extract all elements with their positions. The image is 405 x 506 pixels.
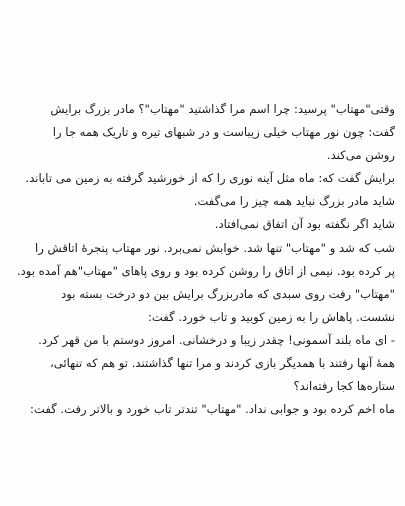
text-line: وقتی"مهتاب" پرسید: چرا اسم مرا گذاشتید "مهتاب"؟ مادر بزرگ برایش xyxy=(50,102,395,116)
text-line: گفت: چون نور مهتاب خیلی زیباست و در شبهای تیره و تاریک همه جا را xyxy=(52,125,395,140)
text-line: پر کرده بود. نیمی از اتاق را روشن کرده بود و روی پاهای "مهتاب"هم آمده بود. xyxy=(16,263,395,278)
text-line: ستاره‌ها کجا رفته‌اند؟ xyxy=(293,379,395,394)
text-line: "مهتاب" رفت روی سبدی که مادربزرگ برایش بین دو درخت بسته بود xyxy=(61,286,395,301)
text-line: شب که شد و "مهتاب" تنها شد. خوابش نمی‌برد. نور مهتاب پنجرهٔ اتاقش را xyxy=(35,240,395,255)
text-line: شاید اگر نگفته بود آن اتفاق نمی‌افتاد. xyxy=(214,217,395,232)
text-line: - ای ماه بلند آسمونی! چقدر زیبا و درخشانی. امروز دوستم با من قهر کرد. xyxy=(38,332,395,347)
text-line: شاید مادر بزرگ نباید همه چیز را می‌گفت. xyxy=(193,194,395,209)
text-line: روشن می‌کند. xyxy=(326,148,395,163)
text-line: همهٔ آنها رفتند با همدیگر بازی کردند و مرا تنها گذاشتند. تو هم که تنهائی، xyxy=(49,356,395,371)
text-line: برایش گفت که: ماه مثل آینه نوری را که از خورشید گرفته به زمین می تاباند. xyxy=(25,171,395,186)
text-line: نشست. پاهاش را به زمین کوبید و تاب خورد. گفت: xyxy=(148,309,395,324)
story-text xyxy=(14,98,395,421)
text-line: ماه اخم کرده بود و جوابی نداد. "مهتاب" تندتر تاب خورد و بالاتر رفت. گفت: xyxy=(30,402,395,417)
